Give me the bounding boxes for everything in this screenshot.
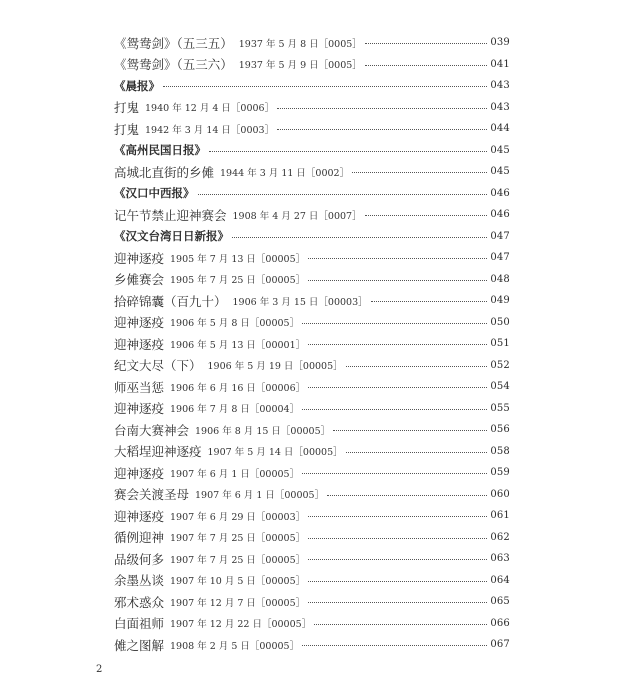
toc-entry[interactable] [114,398,510,420]
toc-entry-page: 043 [490,80,510,92]
toc-entry[interactable] [114,527,510,549]
toc-entry[interactable] [114,204,510,226]
toc-entry-date: 1907 年 12 月 7 日［00005］ [170,597,306,609]
toc-leader [302,473,487,474]
toc-entry-date: 1944 年 3 月 11 日［0002］ [220,167,350,179]
toc-entry-title: 大稻埕迎神逐疫 [114,444,202,460]
toc-entry-date: 1907 年 5 月 14 日［00005］ [207,447,343,459]
toc-entry-date: 1905 年 7 月 13 日［00005］ [170,253,306,265]
toc-entry-page: 059 [490,467,510,479]
toc-entry[interactable] [114,613,510,635]
toc-leader [198,194,488,195]
toc-leader [308,280,487,281]
toc-entry-date: 1906 年 7 月 8 日［00004］ [170,404,300,416]
toc-entry-title: 邪术惑众 [114,594,165,610]
toc-entry[interactable] [114,269,510,291]
toc-leader [209,151,487,152]
toc-entry-page: 043 [490,101,510,113]
toc-leader [308,387,487,388]
toc-entry-page: 055 [490,402,510,414]
toc-entry-page: 047 [490,252,510,264]
toc-entry-page: 061 [490,510,510,522]
toc-entry-page: 046 [490,187,510,199]
toc-entry-page: 067 [490,639,510,651]
toc-entry-date: 1908 年 2 月 5 日［00005］ [170,640,300,652]
toc-entry-date: 1940 年 12 月 4 日［0006］ [145,103,275,115]
toc-entry-title: 傩之图解 [114,637,165,653]
toc-entry-page: 046 [490,209,510,221]
toc-entry-page: 041 [490,58,510,70]
toc-entry-title: 打鬼 [114,121,140,137]
toc-leader [302,323,487,324]
toc-entry[interactable] [114,290,510,312]
toc-section-title: 《高州民国日报》 [114,143,206,158]
toc-entry[interactable] [114,505,510,527]
toc-entry-date: 1907 年 7 月 25 日［00005］ [170,554,306,566]
toc-leader [365,65,488,66]
toc-entry-page: 066 [490,617,510,629]
toc-entry-date: 1907 年 10 月 5 日［00005］ [170,576,306,588]
toc-leader [346,366,488,367]
toc-entry-page: 045 [490,166,510,178]
toc-entry-title: 师巫当惩 [114,379,165,395]
toc-entry-title: 打鬼 [114,100,140,116]
toc-entry-page: 047 [490,230,510,242]
toc-entry[interactable] [114,591,510,613]
toc-entry-page: 045 [490,144,510,156]
toc-leader [302,645,487,646]
toc-entry-date: 1942 年 3 月 14 日［0003］ [145,124,275,136]
table-of-contents [114,32,510,656]
toc-entry-title: 赛会关渡圣母 [114,487,190,503]
toc-section-title: 《晨报》 [114,78,160,93]
toc-entry-title: 迎神逐疫 [114,465,165,481]
toc-leader [277,129,487,130]
toc-entry[interactable] [114,548,510,570]
toc-entry-page: 058 [490,445,510,457]
toc-entry[interactable] [114,484,510,506]
toc-entry-title: 记午节禁止迎神赛会 [114,207,227,223]
toc-entry-title: 迎神逐疫 [114,508,165,524]
toc-leader [308,258,487,259]
toc-leader [308,581,487,582]
toc-entry-title: 迎神逐疫 [114,401,165,417]
toc-entry-page: 051 [490,338,510,350]
toc-entry-title: 《鸳鸯剑》（五三五） [114,35,233,51]
toc-entry-date: 1906 年 6 月 16 日［00006］ [170,382,306,394]
toc-entry-page: 065 [490,596,510,608]
toc-entry-date: 1906 年 5 月 8 日［00005］ [170,318,300,330]
toc-entry-date: 1905 年 7 月 25 日［00005］ [170,275,306,287]
toc-leader [365,43,488,44]
toc-entry[interactable] [114,462,510,484]
toc-entry[interactable] [114,97,510,119]
toc-entry[interactable] [114,570,510,592]
toc-entry-page: 052 [490,359,510,371]
toc-entry[interactable] [114,376,510,398]
toc-entry-date: 1906 年 5 月 13 日［00001］ [170,339,306,351]
toc-entry-date: 1937 年 5 月 8 日［0005］ [238,38,362,50]
toc-entry-page: 064 [490,574,510,586]
toc-entry-title: 台南大赛神会 [114,422,190,438]
toc-section-title: 《汉口中西报》 [114,186,195,201]
toc-leader [352,172,487,173]
toc-section-title: 《汉文台湾日日新报》 [114,229,229,244]
toc-leader [327,495,487,496]
toc-entry-page: 048 [490,273,510,285]
page-number: 2 [96,664,103,675]
toc-entry-page: 044 [490,123,510,135]
toc-entry-date: 1907 年 6 月 1 日［00005］ [195,490,325,502]
toc-entry[interactable] [114,54,510,76]
toc-entry[interactable] [114,355,510,377]
toc-entry-date: 1906 年 5 月 19 日［00005］ [207,361,343,373]
toc-entry-title: 余墨丛谈 [114,573,165,589]
toc-entry-page: 054 [490,381,510,393]
toc-entry[interactable] [114,312,510,334]
toc-entry[interactable] [114,161,510,183]
toc-entry-date: 1907 年 7 月 25 日［00005］ [170,533,306,545]
toc-entry-title: 品级何多 [114,551,165,567]
toc-section-heading[interactable] [114,140,510,162]
toc-entry-page: 056 [490,424,510,436]
toc-leader [302,409,487,410]
toc-entry[interactable] [114,118,510,140]
toc-entry-title: 《鸳鸯剑》（五三六） [114,57,233,73]
toc-leader [365,215,488,216]
toc-entry[interactable] [114,333,510,355]
toc-entry-page: 050 [490,316,510,328]
toc-entry-date: 1906 年 8 月 15 日［00005］ [195,425,331,437]
toc-entry-title: 循例迎神 [114,530,165,546]
toc-leader [346,452,488,453]
toc-leader [308,516,487,517]
toc-entry-page: 062 [490,531,510,543]
toc-entry[interactable] [114,441,510,463]
toc-leader [232,237,487,238]
toc-leader [314,624,487,625]
toc-leader [308,559,487,560]
toc-leader [308,344,487,345]
toc-entry-date: 1906 年 3 月 15 日［00003］ [232,296,368,308]
toc-leader [333,430,487,431]
toc-entry-date: 1908 年 4 月 27 日［0007］ [232,210,362,222]
toc-entry-title: 拾碎锦囊（百九十） [114,293,227,309]
toc-entry-date: 1937 年 5 月 9 日［0005］ [238,60,362,72]
toc-leader [308,538,487,539]
toc-section-heading[interactable] [114,183,510,205]
toc-entry[interactable] [114,32,510,54]
toc-entry-title: 纪文大尽（下） [114,358,202,374]
toc-entry-title: 白面祖师 [114,616,165,632]
toc-leader [308,602,487,603]
toc-entry-page: 063 [490,553,510,565]
toc-entry-page: 039 [490,37,510,49]
toc-leader [371,301,488,302]
toc-entry-date: 1907 年 6 月 1 日［00005］ [170,468,300,480]
toc-section-heading[interactable] [114,75,510,97]
toc-entry-title: 乡傩赛会 [114,272,165,288]
toc-entry[interactable] [114,247,510,269]
toc-entry-title: 迎神逐疫 [114,336,165,352]
toc-leader [163,86,487,87]
toc-entry-page: 049 [490,295,510,307]
toc-entry-page: 060 [490,488,510,500]
toc-entry-title: 迎神逐疫 [114,250,165,266]
toc-leader [277,108,487,109]
toc-entry[interactable] [114,634,510,656]
toc-entry[interactable] [114,419,510,441]
toc-entry-title: 高城北直街的乡傩 [114,164,215,180]
toc-entry-title: 迎神逐疫 [114,315,165,331]
toc-entry-date: 1907 年 12 月 22 日［00005］ [170,619,312,631]
toc-section-heading[interactable] [114,226,510,248]
toc-entry-date: 1907 年 6 月 29 日［00003］ [170,511,306,523]
